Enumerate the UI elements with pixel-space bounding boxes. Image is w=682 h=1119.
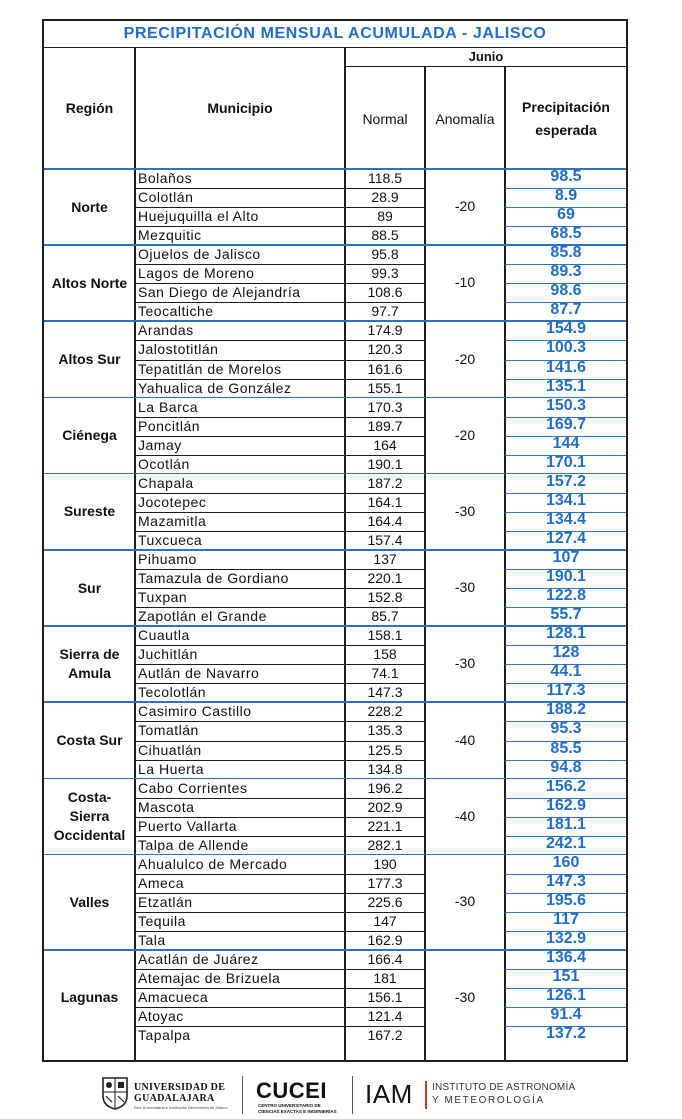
municipio-cell: San Diego de Alejandría xyxy=(138,284,301,301)
municipio-cell: Tuxcueca xyxy=(138,531,203,548)
header-esperada-line2: esperada xyxy=(535,122,597,138)
municipio-cell: Ocotlán xyxy=(138,455,190,472)
esperada-cell: 144 xyxy=(552,434,580,452)
municipio-cell: Tomatlán xyxy=(138,722,199,739)
municipio-cell: Autlán de Navarro xyxy=(138,665,260,682)
municipio-cell: Poncitlán xyxy=(138,417,201,434)
municipio-cell: Tequila xyxy=(138,912,186,929)
municipio-cell: Ahualulco de Mercado xyxy=(138,855,288,872)
esperada-cell: 89.3 xyxy=(550,263,582,281)
esperada-cell: 85.5 xyxy=(550,739,582,757)
normal-cell: 99.3 xyxy=(371,265,399,282)
normal-cell: 221.1 xyxy=(367,817,403,834)
region-name: Costa- xyxy=(67,789,112,806)
esperada-cell: 8.9 xyxy=(554,187,578,205)
anomaly-cell: -10 xyxy=(454,274,476,291)
normal-cell: 156.1 xyxy=(367,989,403,1006)
esperada-cell: 141.6 xyxy=(545,358,587,376)
esperada-cell: 134.1 xyxy=(545,491,587,509)
normal-cell: 157.4 xyxy=(367,531,403,548)
normal-cell: 190.1 xyxy=(367,455,403,472)
municipio-cell: Ameca xyxy=(138,874,185,891)
municipio-cell: Talpa de Allende xyxy=(138,836,249,853)
table-title: PRECIPITACIÓN MENSUAL ACUMULADA - JALISCO xyxy=(44,21,626,48)
esperada-cell: 136.4 xyxy=(545,949,587,967)
esperada-cell: 151 xyxy=(552,968,580,986)
normal-cell: 28.9 xyxy=(371,189,399,206)
esperada-cell: 169.7 xyxy=(545,415,587,433)
municipio-cell: Juchitlán xyxy=(138,646,198,663)
region-name: Altos Sur xyxy=(58,351,121,367)
esperada-cell: 181.1 xyxy=(545,815,587,833)
esperada-cell: 188.2 xyxy=(545,701,587,719)
header-municipio: Municipio xyxy=(207,100,273,116)
normal-cell: 174.9 xyxy=(367,322,403,339)
municipio-cell: Tapalpa xyxy=(138,1027,191,1044)
header-anomalia: Anomalía xyxy=(435,111,495,127)
esperada-cell: 127.4 xyxy=(545,529,587,547)
normal-cell: 134.8 xyxy=(367,760,403,777)
esperada-cell: 157.2 xyxy=(545,472,587,490)
municipio-cell: Cihuatlán xyxy=(138,741,202,758)
anomaly-cell: -40 xyxy=(454,807,476,824)
municipio-cell: Teocaltiche xyxy=(138,303,214,320)
municipio-cell: Colotlán xyxy=(138,189,194,206)
normal-cell: 164.4 xyxy=(367,512,403,529)
normal-cell: 121.4 xyxy=(367,1008,403,1025)
anomaly-cell: -40 xyxy=(454,731,476,748)
esperada-cell: 91.4 xyxy=(550,1006,582,1024)
municipio-cell: Huejuquilla el Alto xyxy=(138,208,259,225)
municipio-cell: Arandas xyxy=(138,322,194,339)
municipio-cell: Chapala xyxy=(138,474,194,491)
cucei-sub2: CIENCIAS EXACTAS E INGENIERÍAS xyxy=(258,1109,337,1114)
normal-cell: 161.6 xyxy=(367,360,403,377)
esperada-cell: 98.6 xyxy=(550,282,582,300)
footer-divider-1 xyxy=(242,1076,243,1114)
municipio-cell: Lagos de Moreno xyxy=(138,265,255,282)
normal-cell: 158.1 xyxy=(367,627,403,644)
anomaly-cell: -30 xyxy=(454,579,476,596)
udg-seal-icon xyxy=(100,1076,130,1110)
anomaly-cell: -20 xyxy=(454,350,476,367)
esperada-cell: 100.3 xyxy=(545,339,587,357)
esperada-cell: 170.1 xyxy=(545,453,587,471)
esperada-cell: 117.3 xyxy=(546,682,586,700)
anomaly-cell: -30 xyxy=(454,655,476,672)
esperada-cell: 85.8 xyxy=(550,244,582,262)
municipio-cell: Etzatlán xyxy=(138,893,193,910)
esperada-cell: 98.5 xyxy=(550,168,582,185)
esperada-cell: 55.7 xyxy=(550,606,582,624)
normal-cell: 137 xyxy=(373,551,397,567)
normal-cell: 196.2 xyxy=(367,779,403,796)
normal-cell: 155.1 xyxy=(367,379,403,396)
municipio-cell: Amacueca xyxy=(138,989,209,1006)
municipio-cell: Tepatitlán de Morelos xyxy=(138,360,282,377)
normal-cell: 120.3 xyxy=(367,341,403,358)
esperada-cell: 135.1 xyxy=(545,377,587,395)
esperada-cell: 150.3 xyxy=(545,396,587,414)
footer-divider-2 xyxy=(352,1076,353,1114)
normal-cell: 164.1 xyxy=(367,493,403,510)
municipio-cell: Cuautla xyxy=(138,627,190,644)
esperada-cell: 128 xyxy=(552,644,580,662)
anomaly-cell: -30 xyxy=(454,893,476,910)
municipio-cell: Tala xyxy=(138,932,166,948)
normal-cell: 170.3 xyxy=(367,398,403,415)
esperada-cell: 117 xyxy=(553,910,579,928)
header-region: Región xyxy=(65,100,114,116)
normal-cell: 95.8 xyxy=(371,246,399,263)
month-divider xyxy=(345,66,626,67)
normal-cell: 125.5 xyxy=(367,741,403,758)
region-name: Valles xyxy=(69,893,110,910)
header-month: Junio xyxy=(468,49,504,64)
normal-cell: 97.7 xyxy=(371,303,399,320)
esperada-cell: 147.3 xyxy=(545,872,587,890)
esperada-cell: 122.8 xyxy=(545,587,587,605)
municipio-cell: Cabo Corrientes xyxy=(138,779,248,796)
municipio-cell: Tecolotlán xyxy=(138,684,207,701)
normal-cell: 85.7 xyxy=(371,608,399,625)
esperada-cell: 162.9 xyxy=(545,796,587,814)
esperada-cell: 94.8 xyxy=(550,758,582,776)
normal-cell: 108.6 xyxy=(367,284,403,301)
normal-cell: 158 xyxy=(373,646,397,663)
normal-cell: 202.9 xyxy=(367,798,403,815)
municipio-cell: La Huerta xyxy=(138,760,204,777)
normal-cell: 88.5 xyxy=(371,227,399,244)
municipio-cell: Bolaños xyxy=(138,170,193,186)
municipio-cell: Yahualica de González xyxy=(138,379,292,396)
esperada-cell: 190.1 xyxy=(545,568,587,586)
municipio-cell: Mazamitla xyxy=(138,512,207,529)
region-name: Altos Norte xyxy=(51,274,128,291)
region-name: Amula xyxy=(68,665,111,682)
normal-cell: 220.1 xyxy=(367,570,403,587)
cucei-sub1: CENTRO UNIVERSITARIO DE xyxy=(258,1103,321,1108)
esperada-cell: 44.1 xyxy=(550,663,582,681)
region-name: Sureste xyxy=(63,503,116,520)
municipio-cell: Tuxpan xyxy=(138,589,188,606)
municipio-cell: Puerto Vallarta xyxy=(138,817,238,834)
region-name: Lagunas xyxy=(60,989,119,1006)
normal-cell: 177.3 xyxy=(367,874,403,891)
normal-cell: 162.9 xyxy=(367,932,403,948)
udg-line1: UNIVERSIDAD DE xyxy=(134,1082,226,1093)
normal-cell: 189.7 xyxy=(367,417,403,434)
row-divider xyxy=(135,931,345,932)
municipio-cell: Jocotepec xyxy=(138,493,207,510)
esperada-cell: 242.1 xyxy=(545,834,587,852)
esperada-cell: 137.2 xyxy=(545,1025,587,1043)
normal-cell: 228.2 xyxy=(367,703,403,720)
municipio-cell: Casimiro Castillo xyxy=(138,703,252,720)
municipio-cell: Zapotlán el Grande xyxy=(138,608,267,625)
normal-cell: 225.6 xyxy=(367,893,403,910)
municipio-cell: Atoyac xyxy=(138,1008,184,1025)
municipio-cell: Jamay xyxy=(138,436,182,453)
precipitation-table xyxy=(42,19,628,1062)
anomaly-cell: -20 xyxy=(454,426,476,443)
esperada-cell: 126.1 xyxy=(545,987,587,1005)
normal-cell: 147.3 xyxy=(367,684,403,701)
esperada-cell: 160 xyxy=(552,853,580,871)
region-name: Occidental xyxy=(53,827,126,844)
municipio-cell: Atemajac de Brizuela xyxy=(138,970,281,987)
esperada-cell: 128.1 xyxy=(545,625,587,643)
municipio-cell: Acatlán de Juárez xyxy=(138,951,259,968)
esperada-cell: 154.9 xyxy=(545,320,587,338)
municipio-cell: Mezquitic xyxy=(138,227,202,244)
region-name: Sierra de xyxy=(59,646,120,663)
municipio-cell: Ojuelos de Jalisco xyxy=(138,246,261,263)
region-name: Ciénega xyxy=(62,427,117,444)
normal-cell: 187.2 xyxy=(367,474,403,491)
esperada-cell: 68.5 xyxy=(550,225,582,243)
municipio-cell: Jalostotitlán xyxy=(138,341,219,358)
iam-accent-bar xyxy=(425,1081,427,1109)
normal-cell: 282.1 xyxy=(367,836,403,853)
esperada-cell: 132.9 xyxy=(545,930,587,947)
region-name: Norte xyxy=(71,198,108,215)
anomaly-cell: -30 xyxy=(454,502,476,519)
region-name: Sur xyxy=(77,579,102,596)
normal-cell: 147 xyxy=(373,912,397,929)
header-esperada-line1: Precipitación xyxy=(522,99,610,115)
anomaly-cell: -30 xyxy=(454,988,476,1005)
esperada-cell: 95.3 xyxy=(550,720,582,738)
normal-cell: 135.3 xyxy=(367,722,403,739)
iam-line2: Y METEOROLOGÍA xyxy=(432,1095,545,1106)
normal-cell: 167.2 xyxy=(367,1027,403,1044)
udg-line3: Red Universitaria e Institución Benemérita de Jalisco xyxy=(134,1105,228,1110)
normal-cell: 74.1 xyxy=(371,665,399,682)
esperada-cell: 107 xyxy=(552,549,580,566)
footer-logos xyxy=(0,1068,682,1119)
normal-cell: 152.8 xyxy=(367,589,403,606)
esperada-cell: 195.6 xyxy=(545,891,587,909)
normal-cell: 164 xyxy=(373,436,397,453)
municipio-cell: Mascota xyxy=(138,798,195,815)
region-name: Sierra xyxy=(69,808,110,825)
iam-line1: INSTITUTO DE ASTRONOMÍA xyxy=(432,1082,576,1093)
municipio-cell: La Barca xyxy=(138,398,199,415)
esperada-cell: 134.4 xyxy=(545,510,587,528)
cucei-logo: CUCEI xyxy=(256,1078,327,1103)
region-name: Costa Sur xyxy=(56,732,123,748)
esperada-cell: 156.2 xyxy=(545,777,587,795)
municipio-cell: Pihuamo xyxy=(138,551,197,567)
municipio-cell: Tamazula de Gordiano xyxy=(138,570,289,587)
esperada-cell: 69 xyxy=(557,206,575,224)
iam-logo: IAM xyxy=(365,1079,413,1109)
normal-cell: 166.4 xyxy=(367,951,403,968)
normal-cell: 181 xyxy=(373,970,397,987)
esperada-cell: 87.7 xyxy=(550,301,582,319)
header-normal: Normal xyxy=(362,111,408,127)
normal-cell: 89 xyxy=(377,208,393,225)
normal-cell: 190 xyxy=(373,855,397,872)
normal-cell: 118.5 xyxy=(368,170,402,186)
udg-line2: GUADALAJARA xyxy=(134,1093,215,1104)
anomaly-cell: -20 xyxy=(454,198,476,215)
